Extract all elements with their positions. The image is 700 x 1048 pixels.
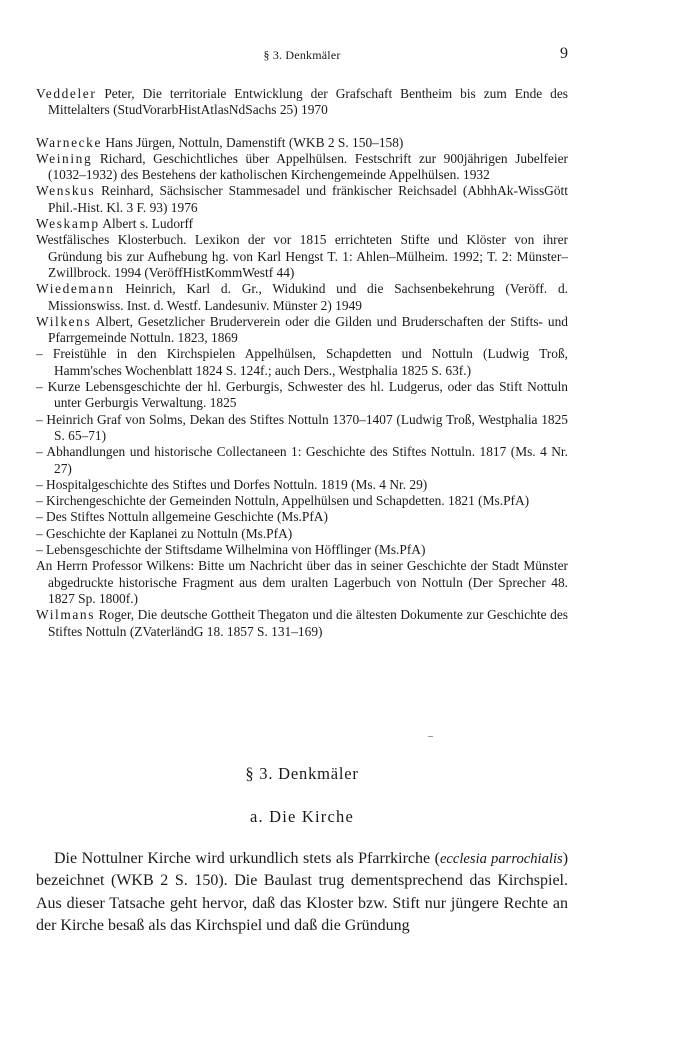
divider-mark bbox=[428, 736, 433, 737]
entry-text: – Heinrich Graf von Solms, Dekan des Stiftes Nottuln 1370–1407 (Ludwig Troß, Westphalia 1825 S. 65–71) bbox=[36, 411, 568, 443]
entry-text: Westfälisches Klosterbuch. Lexikon der vor 1815 errichteten Stifte und Klöster von ihrer Gründung bis zur Aufhebung hg. von Karl Hengst T. 1: Ahlen–Mülheim. 1992; T. 2: Münster–Zwillbrock. 1994 (VeröffHistKommWestf 44) bbox=[36, 232, 568, 280]
entry-text: Peter, Die territoriale Entwicklung der Grafschaft Bentheim bis zum Ende des Mittelalters (StudVorarbHistAtlasNdSachs 25) 1970 bbox=[48, 86, 568, 118]
entry-text: Richard, Geschichtliches über Appelhülsen. Festschrift zur 900jährigen Jubelfeier (1032–1932) des Bestehens der katholischen Kirchengemeinde Appelhülsen. 1932 bbox=[48, 150, 568, 183]
bibliography-entry bbox=[36, 183, 568, 216]
bibliography-subentry bbox=[36, 526, 568, 542]
entry-text: Heinrich, Karl d. Gr., Widukind und die Sachsenbekehrung (Veröff. d. Missionswiss. Inst. d. Westf. Landesuniv. Münster 2) 1949 bbox=[48, 281, 568, 313]
entry-author: Wenskus bbox=[36, 183, 96, 199]
bibliography-subentry bbox=[36, 542, 568, 558]
bibliography-entry bbox=[36, 151, 568, 184]
bibliography-entry bbox=[36, 281, 568, 314]
entry-text: Hans Jürgen, Nottuln, Damenstift (WKB 2 S. 150–158) bbox=[102, 134, 404, 150]
section-title: § 3. Denkmäler bbox=[245, 764, 359, 783]
bibliography-entry bbox=[36, 558, 568, 607]
entry-author: Weining bbox=[36, 150, 93, 166]
entry-author: Wilkens bbox=[36, 313, 92, 329]
entry-text: – Hospitalgeschichte des Stiftes und Dorfes Nottuln. 1819 (Ms. 4 Nr. 29) bbox=[36, 476, 428, 492]
bibliography-list bbox=[36, 86, 568, 640]
entry-text: – Lebensgeschichte der Stiftsdame Wilhelmina von Höfflinger (Ms.PfA) bbox=[36, 542, 426, 558]
bibliography-subentry bbox=[36, 412, 568, 445]
entry-text: Albert, Gesetzlicher Bruderverein oder die Gilden und Bruderschaften der Stifts- und Pfarrgemeinde Nottuln. 1823, 1869 bbox=[48, 313, 568, 346]
bibliography-subentry bbox=[36, 509, 568, 525]
subsection-title: a. Die Kirche bbox=[249, 807, 354, 826]
entry-text: – Geschichte der Kaplanei zu Nottuln (Ms.PfA) bbox=[36, 525, 293, 541]
bibliography-entry bbox=[36, 232, 568, 281]
body-text-part-1: Die Nottulner Kirche wird urkundlich stets als Pfarrkirche ( bbox=[54, 850, 440, 867]
entry-author: Wiedemann bbox=[36, 281, 115, 297]
entry-author: Weskamp bbox=[36, 216, 100, 232]
bibliography-entry bbox=[36, 216, 568, 232]
bibliography-subentry bbox=[36, 477, 568, 493]
entry-text: Albert s. Ludorff bbox=[99, 216, 194, 232]
body-text-part-2: ) bezeichnet (WKB 2 S. 150). Die Baulast trug dementsprechend das Kirchspiel. Aus dieser Tatsache geht hervor, daß das Kloster bzw. Stift nur jüngere Rechte an der Kirche besaß als das Kirchspiel und daß die Gründung bbox=[36, 850, 569, 935]
running-head bbox=[36, 45, 568, 68]
entry-text: Reinhard, Sächsischer Stammesadel und fränkischer Reichsadel (AbhhAk-WissGött Phil.-Hist. Kl. 3 F. 93) 1976 bbox=[48, 183, 568, 215]
entry-text: Roger, Die deutsche Gottheit Thegaton und die ältesten Dokumente zur Geschichte des Stiftes Nottuln (ZVaterländG 18. 1857 S. 131–169) bbox=[48, 607, 568, 639]
entry-author: Wilmans bbox=[36, 607, 96, 623]
bibliography-subentry bbox=[36, 444, 568, 477]
entry-author: Warnecke bbox=[36, 134, 102, 150]
latin-term: ecclesia parrochialis bbox=[439, 851, 563, 867]
body-paragraph bbox=[36, 848, 568, 938]
entry-text: – Des Stiftes Nottuln allgemeine Geschichte (Ms.PfA) bbox=[36, 509, 328, 525]
body-text bbox=[36, 848, 568, 938]
entry-text: – Kurze Lebensgeschichte der hl. Gerburgis, Schwester des hl. Ludgerus, oder das Stift Nottuln unter Gerburgis Verwaltung. 1825 bbox=[36, 379, 568, 411]
entry-text: – Kirchengeschichte der Gemeinden Nottuln, Appelhülsen und Schapdetten. 1821 (Ms.PfA) bbox=[36, 493, 530, 509]
bibliography-entry bbox=[36, 607, 568, 640]
bibliography-subentry bbox=[36, 346, 568, 379]
entry-text: – Freistühle in den Kirchspielen Appelhülsen, Schapdetten und Nottuln (Ludwig Troß, Hamm'sches Wochenblatt 1824 S. 124f.; auch Ders., Westphalia 1825 S. 63f.) bbox=[36, 346, 568, 378]
entry-text: – Abhandlungen und historische Collectaneen 1: Geschichte des Stiftes Nottuln. 1817 (Ms. 4 Nr. 27) bbox=[36, 444, 568, 476]
entry-author: Veddeler bbox=[36, 86, 97, 101]
bibliography-entry bbox=[36, 314, 568, 347]
page-number: 9 bbox=[560, 45, 568, 62]
bibliography-entry bbox=[36, 135, 568, 151]
bibliography-subentry bbox=[36, 379, 568, 412]
running-head-title: § 3. Denkmäler bbox=[263, 48, 341, 62]
bibliography-subentry bbox=[36, 493, 568, 509]
entry-text: An Herrn Professor Wilkens: Bitte um Nachricht über das in seiner Geschichte der Stadt Münster abgedruckte historische Fragment aus dem uralten Lagerbuch von Nottuln (Der Sprecher 48. 1827 Sp. 1800f.) bbox=[36, 558, 568, 606]
bibliography-entry bbox=[36, 86, 568, 119]
